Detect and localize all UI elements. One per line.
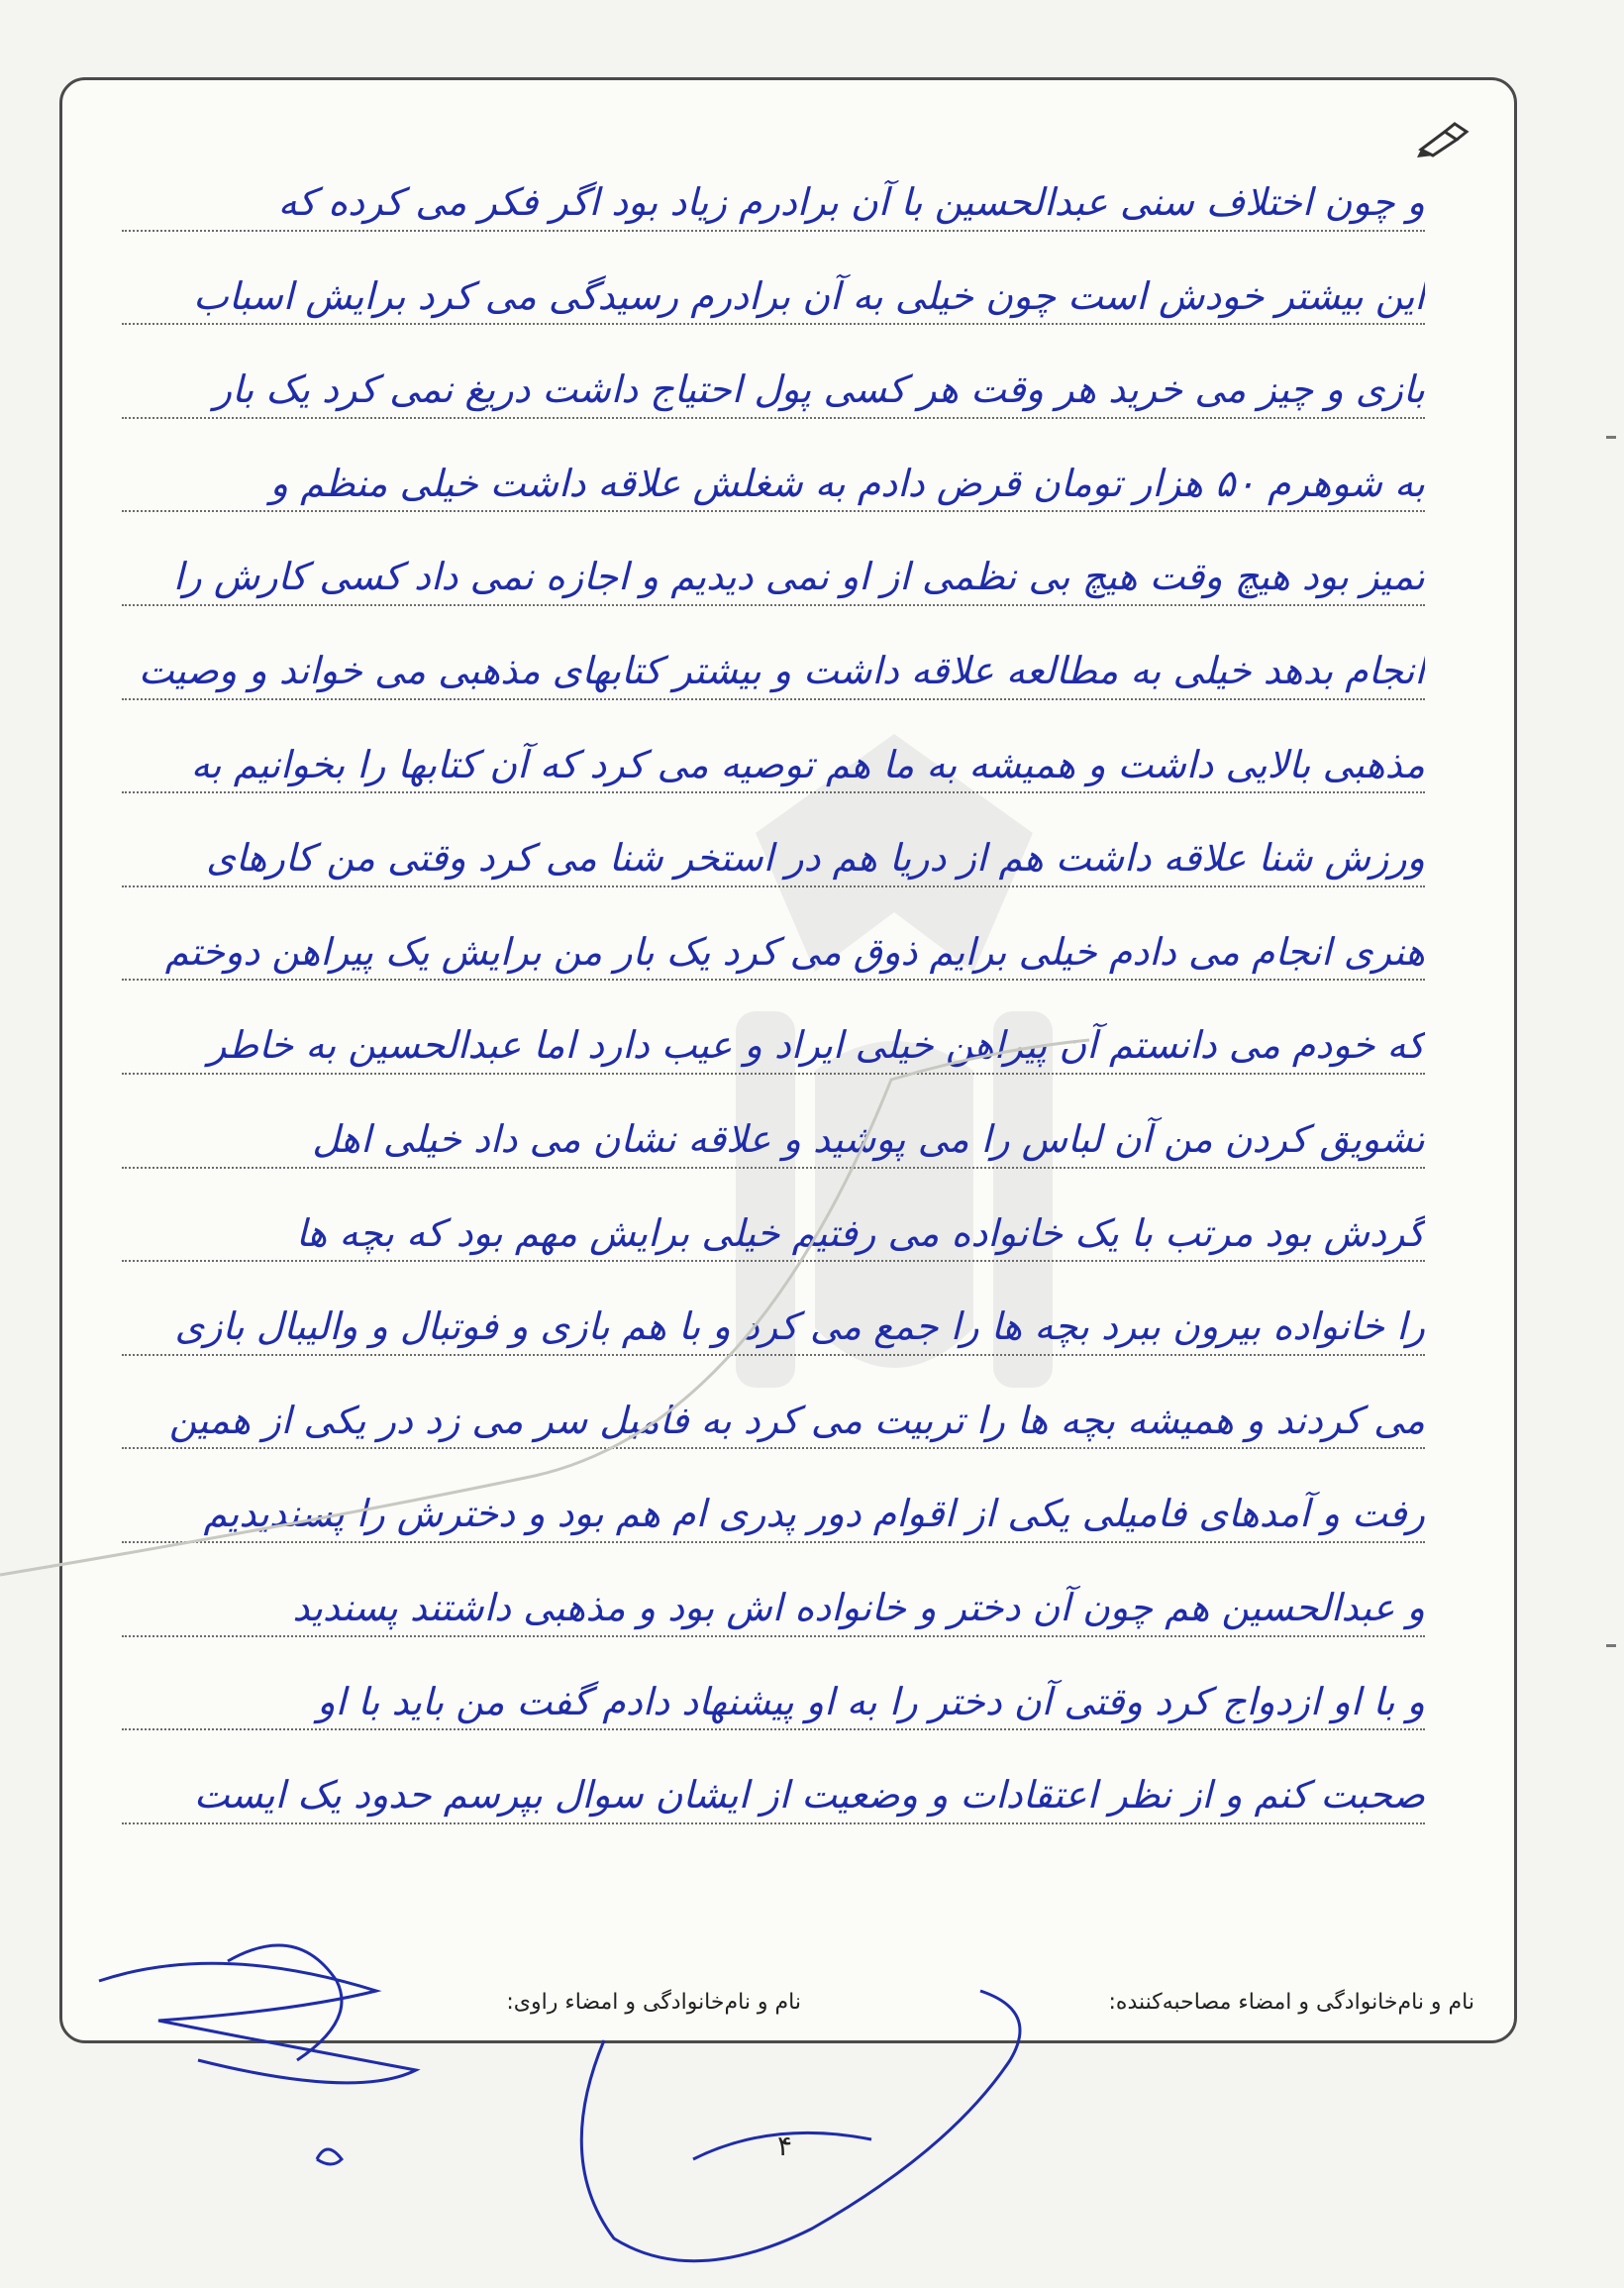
text-line xyxy=(122,981,1425,1075)
edge-mark xyxy=(1606,1644,1616,1647)
page-frame xyxy=(59,77,1517,2043)
line-text: تشویق کردن من آن لباس را می پوشید و علاقه نشان می داد خیلی اهل xyxy=(312,1116,1425,1161)
text-line xyxy=(122,700,1425,794)
text-line xyxy=(122,606,1425,700)
text-line xyxy=(122,793,1425,887)
handwritten-lines xyxy=(122,138,1425,1824)
line-text: و عبدالحسین هم چون آن دختر و خانواده اش بود و مذهبی داشتند پسندید xyxy=(292,1585,1425,1629)
line-text: گردش بود مرتب با یک خانواده می رفتیم خیلی برایش مهم بود که بچه ها xyxy=(295,1210,1425,1255)
signature-footer xyxy=(122,1990,1474,2029)
text-line xyxy=(122,1075,1425,1169)
edge-mark xyxy=(1606,436,1616,439)
text-line xyxy=(122,1262,1425,1356)
text-line xyxy=(122,1637,1425,1731)
line-text: و چون اختلاف سنی عبدالحسین با آن برادرم زیاد بود اگر فکر می کرده که xyxy=(277,180,1425,224)
interviewer-signature-label: نام و نام‌خانوادگی و امضاء مصاحبه‌کننده: xyxy=(1108,1990,1474,2015)
narrator-signature-label: نام و نام‌خانوادگی و امضاء راوی: xyxy=(506,1990,801,2015)
line-text: بازی و چیز می خرید هر وقت هر کسی پول احتیاج داشت دریغ نمی کرد یک بار xyxy=(213,367,1425,412)
line-text: تمیز بود هیچ وقت هیچ بی نظمی از او نمی دیدیم و اجازه نمی داد کسی کارش را xyxy=(172,555,1425,599)
text-line xyxy=(122,138,1425,232)
line-text: این بیشتر خودش است چون خیلی به آن برادرم رسیدگی می کرد برایش اسباب xyxy=(193,273,1425,318)
text-line xyxy=(122,419,1425,513)
line-text: به شوهرم ۵۰ هزار تومان قرض دادم به شغلش علاقه داشت خیلی منظم و xyxy=(269,461,1425,505)
text-line xyxy=(122,1449,1425,1543)
line-text: را خانواده بیرون ببرد بچه ها را جمع می کرد و با هم بازی و فوتبال و والیبال بازی xyxy=(174,1304,1425,1349)
line-text: و با او ازدواج کرد وقتی آن دختر را به او پیشنهاد دادم گفت من باید با او xyxy=(317,1679,1425,1723)
text-line xyxy=(122,1169,1425,1263)
text-line xyxy=(122,1730,1425,1824)
text-line xyxy=(122,512,1425,606)
line-text: ورزش شنا علاقه داشت هم از دریا هم در استخر شنا می کرد وقتی من کارهای xyxy=(206,836,1425,881)
line-text: صحبت کنم و از نظر اعتقادات و وضعیت از ایشان سوال بپرسم حدود یک ایست xyxy=(193,1773,1425,1818)
text-line xyxy=(122,1356,1425,1450)
line-text: مذهبی بالایی داشت و همیشه به ما هم توصیه می کرد که آن کتابها را بخوانیم به xyxy=(190,742,1425,786)
text-line xyxy=(122,1543,1425,1637)
text-line xyxy=(122,325,1425,419)
line-text: رفت و آمدهای فامیلی یکی از اقوام دور پدری ام هم بود و دخترش را پسندیدیم xyxy=(203,1492,1425,1536)
text-line xyxy=(122,232,1425,326)
page-number: ۴ xyxy=(777,2130,793,2162)
line-text: هنری انجام می دادم خیلی برایم ذوق می کرد یک بار من برایش یک پیراهن دوختم xyxy=(164,929,1425,974)
line-text: که خودم می دانستم آن پیراهن خیلی ایراد و عیب دارد اما عبدالحسین به خاطر xyxy=(208,1023,1425,1068)
line-text: می کردند و همیشه بچه ها را تربیت می کرد به فامیل سر می زد در یکی از همین xyxy=(168,1398,1425,1442)
line-text: انجام بدهد خیلی به مطالعه علاقه داشت و بیشتر کتابهای مذهبی می خواند و وصیت xyxy=(138,648,1425,692)
text-line xyxy=(122,887,1425,982)
